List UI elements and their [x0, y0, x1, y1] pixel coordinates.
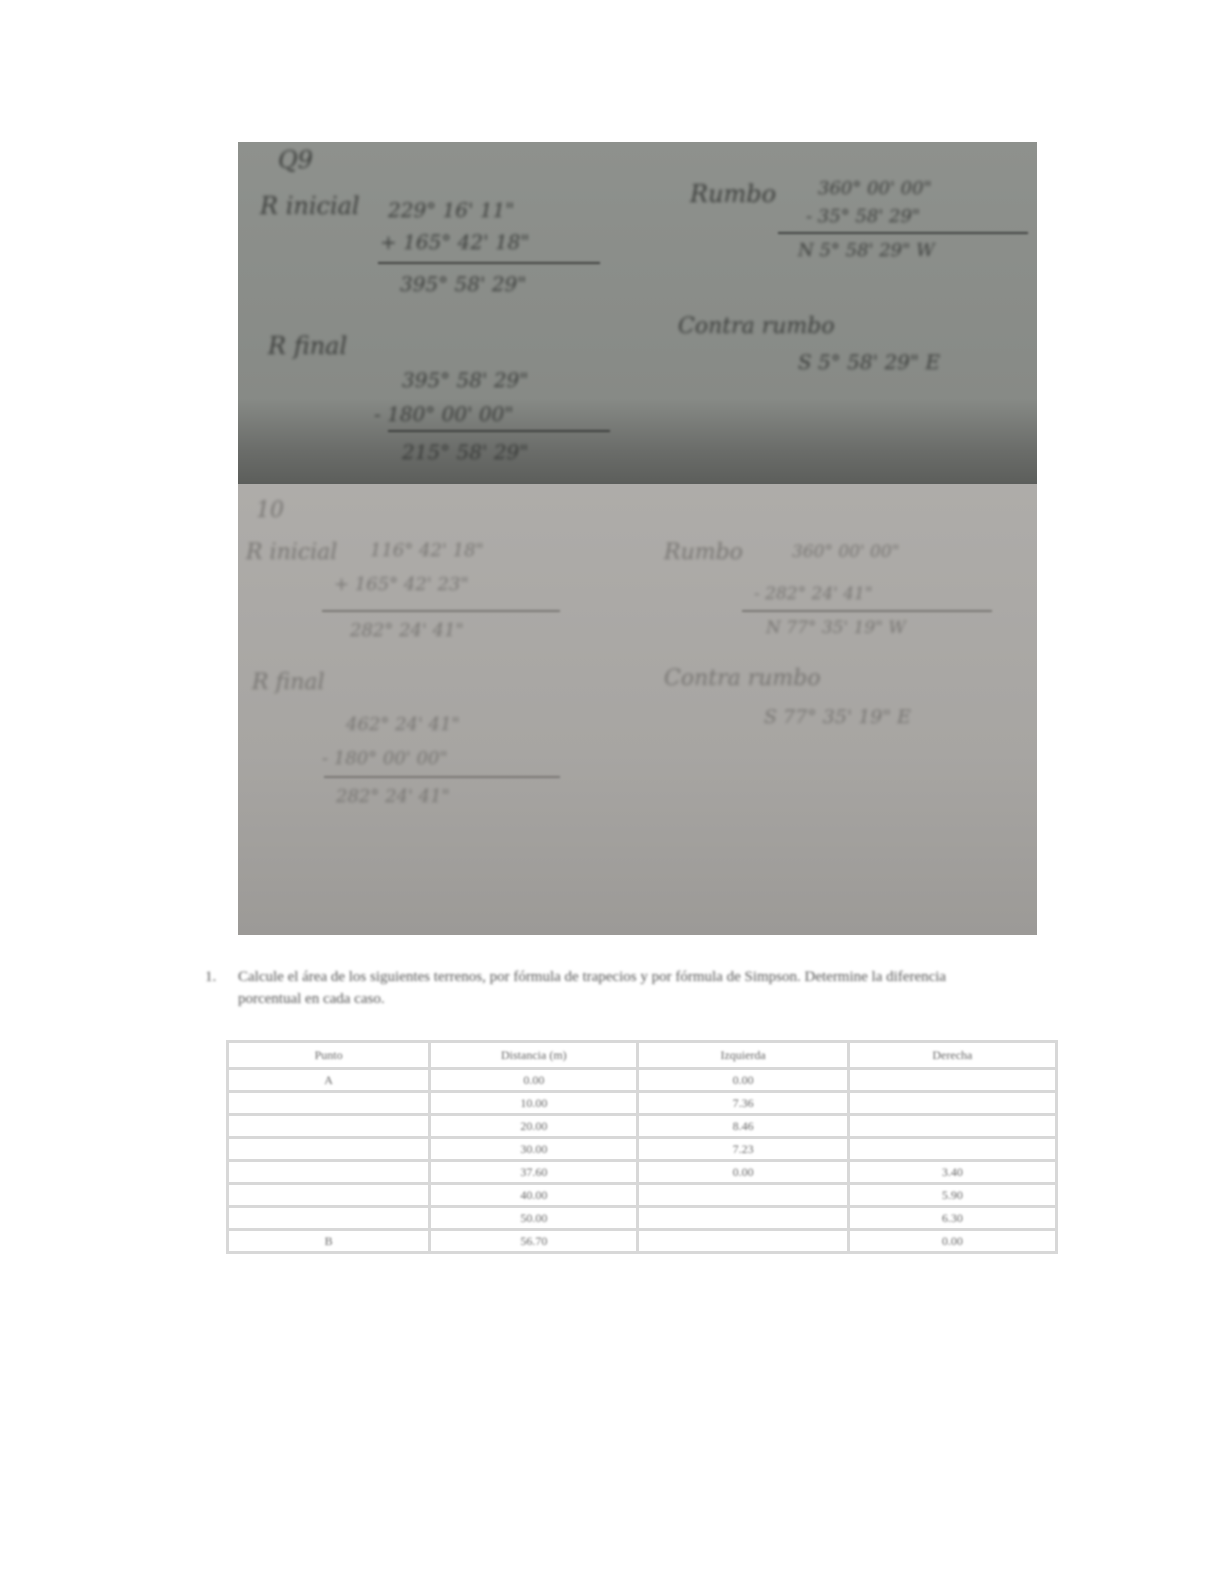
calc-line: 395° 58' 29" [402, 368, 529, 392]
rumbo-final-label: R final [252, 670, 325, 695]
header-cell: Izquierda [638, 1042, 848, 1069]
rumbo-inicial-label: R inicial [260, 192, 360, 220]
table-cell: A [228, 1069, 430, 1092]
table-cell: 0.00 [848, 1230, 1056, 1253]
sum-rule [378, 262, 600, 264]
table-cell [638, 1207, 848, 1230]
calc-line: - 35° 58' 29" [806, 206, 921, 227]
offsets-table [226, 1040, 1058, 1254]
contra-rumbo-value: S 77° 35' 19" E [764, 706, 912, 728]
table-cell [228, 1138, 430, 1161]
sum-rule [322, 610, 560, 612]
rumbo-final-label: R final [268, 332, 348, 360]
header-cell: Derecha [848, 1042, 1056, 1069]
table-cell: 0.00 [430, 1069, 638, 1092]
table-cell: 7.36 [638, 1092, 848, 1115]
problem-label: 10 [256, 498, 284, 523]
question-number: 1. [205, 969, 217, 985]
table-cell: 20.00 [430, 1115, 638, 1138]
table-cell [848, 1092, 1056, 1115]
question-text: Calcule el área de los siguientes terrenos, por fórmula de trapecios y por fórmula de Simpson. Determine la diferencia porcentual en cada caso. [238, 969, 947, 1007]
contra-rumbo-label: Contra rumbo [664, 666, 821, 691]
table-row [228, 1092, 1057, 1115]
table-cell: 50.00 [430, 1207, 638, 1230]
table-cell: 37.60 [430, 1161, 638, 1184]
calc-line: 462° 24' 41" [346, 714, 460, 735]
sum-rule [388, 430, 610, 432]
table-cell [228, 1184, 430, 1207]
calc-line: - 180° 00' 00" [322, 748, 448, 769]
table-cell: 3.40 [848, 1161, 1056, 1184]
table-row [228, 1069, 1057, 1092]
table-cell: 30.00 [430, 1138, 638, 1161]
table-row [228, 1115, 1057, 1138]
sum-rule [778, 232, 1028, 234]
table-cell [638, 1230, 848, 1253]
calc-result: 282° 24' 41" [350, 620, 464, 641]
table-row [228, 1184, 1057, 1207]
table-cell [228, 1092, 430, 1115]
calc-result: N 77° 35' 19" W [766, 618, 906, 638]
calc-result: N 5° 58' 29" W [798, 240, 935, 261]
problem-label: Q9 [278, 146, 313, 174]
table-cell [848, 1138, 1056, 1161]
rumbo-label: Rumbo [664, 540, 743, 565]
header-cell: Punto [228, 1042, 430, 1069]
table-cell: 0.00 [638, 1069, 848, 1092]
table-cell: 8.46 [638, 1115, 848, 1138]
calc-result: 395° 58' 29" [400, 272, 527, 296]
table-header-row [228, 1042, 1057, 1069]
table-cell: 40.00 [430, 1184, 638, 1207]
rumbo-inicial-label: R inicial [246, 540, 338, 565]
table-cell: 0.00 [638, 1161, 848, 1184]
calc-line: + 165° 42' 23" [334, 574, 469, 595]
table-row [228, 1161, 1057, 1184]
table-cell [638, 1184, 848, 1207]
table-cell [848, 1115, 1056, 1138]
calc-result: 215° 58' 29" [402, 440, 529, 464]
rumbo-label: Rumbo [690, 180, 777, 208]
sum-rule [742, 610, 992, 612]
calc-line: 116° 42' 18" [370, 540, 484, 561]
handwritten-photo-1 [238, 142, 1037, 484]
table-row [228, 1138, 1057, 1161]
table-cell: B [228, 1230, 430, 1253]
sum-rule [324, 776, 560, 778]
calc-line: - 282° 24' 41" [754, 584, 873, 604]
table-cell: 5.90 [848, 1184, 1056, 1207]
header-cell: Distancia (m) [430, 1042, 638, 1069]
table-cell: 10.00 [430, 1092, 638, 1115]
calc-result: 282° 24' 41" [336, 786, 450, 807]
calc-line: + 165° 42' 18" [380, 230, 530, 254]
table-cell [848, 1069, 1056, 1092]
handwritten-photo-2 [238, 484, 1037, 935]
table-cell: 6.30 [848, 1207, 1056, 1230]
table-row [228, 1207, 1057, 1230]
calc-line: 360° 00' 00" [818, 178, 932, 199]
table-row [228, 1230, 1057, 1253]
calc-line: 229° 16' 11" [388, 198, 515, 222]
table-cell: 56.70 [430, 1230, 638, 1253]
table-cell: 7.23 [638, 1138, 848, 1161]
contra-rumbo-value: S 5° 58' 29" E [798, 350, 941, 374]
table-cell [228, 1115, 430, 1138]
table-cell [228, 1161, 430, 1184]
calc-line: 360° 00' 00" [792, 542, 900, 562]
contra-rumbo-label: Contra rumbo [678, 314, 835, 339]
calc-line: - 180° 00' 00" [374, 402, 514, 426]
table-cell [228, 1207, 430, 1230]
